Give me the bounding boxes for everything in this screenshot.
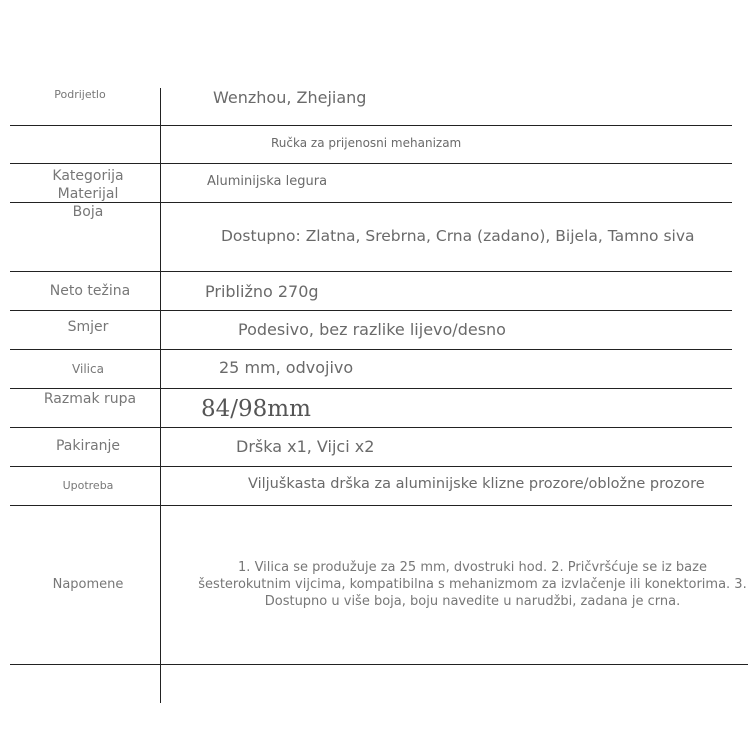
value-product-name: Ručka za prijenosni mehanizam bbox=[271, 136, 462, 150]
label-direction: Smjer bbox=[67, 319, 109, 335]
value-net-weight: Približno 270g bbox=[205, 282, 319, 301]
row-divider bbox=[10, 310, 732, 311]
value-fork: 25 mm, odvojivo bbox=[219, 358, 354, 377]
row-divider bbox=[10, 125, 732, 126]
label-packaging: Pakiranje bbox=[55, 438, 121, 454]
row-divider bbox=[10, 466, 732, 467]
row-divider bbox=[10, 388, 732, 389]
value-color: Dostupno: Zlatna, Srebrna, Crna (zadano), Bijela, Tamno siva bbox=[221, 227, 695, 245]
label-category: Kategorija bbox=[52, 168, 124, 184]
row-divider bbox=[10, 349, 732, 350]
row-divider bbox=[10, 163, 732, 164]
value-packaging: Drška x1, Vijci x2 bbox=[236, 437, 375, 456]
row-divider bbox=[10, 427, 732, 428]
label-hole-spacing: Razmak rupa bbox=[43, 391, 137, 407]
value-hole-spacing: 84/98mm bbox=[201, 396, 311, 422]
value-usage: Viljuškasta drška za aluminijske klizne prozore/obložne prozore bbox=[248, 476, 705, 492]
label-material: Materijal bbox=[57, 186, 119, 202]
value-category: Aluminijska legura bbox=[207, 174, 328, 189]
value-origin: Wenzhou, Zhejiang bbox=[213, 88, 367, 107]
value-notes: 1. Vilica se produžuje za 25 mm, dvostruki hod. 2. Pričvršćuje se iz baze šesterokutnim vijcima, kompatibilna s mehanizmom za izvlačenje ili konektorima. 3. Dostupno u više boja, boju navedite u narudžbi, zadana je crna. bbox=[198, 560, 747, 609]
label-notes: Napomene bbox=[52, 577, 124, 592]
label-origin: Podrijetlo bbox=[54, 88, 106, 101]
label-fork: Vilica bbox=[72, 362, 104, 376]
column-divider bbox=[160, 88, 161, 703]
row-divider bbox=[10, 271, 732, 272]
label-net-weight: Neto težina bbox=[49, 283, 131, 299]
label-color: Boja bbox=[72, 204, 104, 220]
value-direction: Podesivo, bez razlike lijevo/desno bbox=[238, 320, 506, 339]
row-divider bbox=[10, 664, 748, 665]
label-usage: Upotreba bbox=[62, 479, 114, 492]
row-divider bbox=[10, 505, 732, 506]
